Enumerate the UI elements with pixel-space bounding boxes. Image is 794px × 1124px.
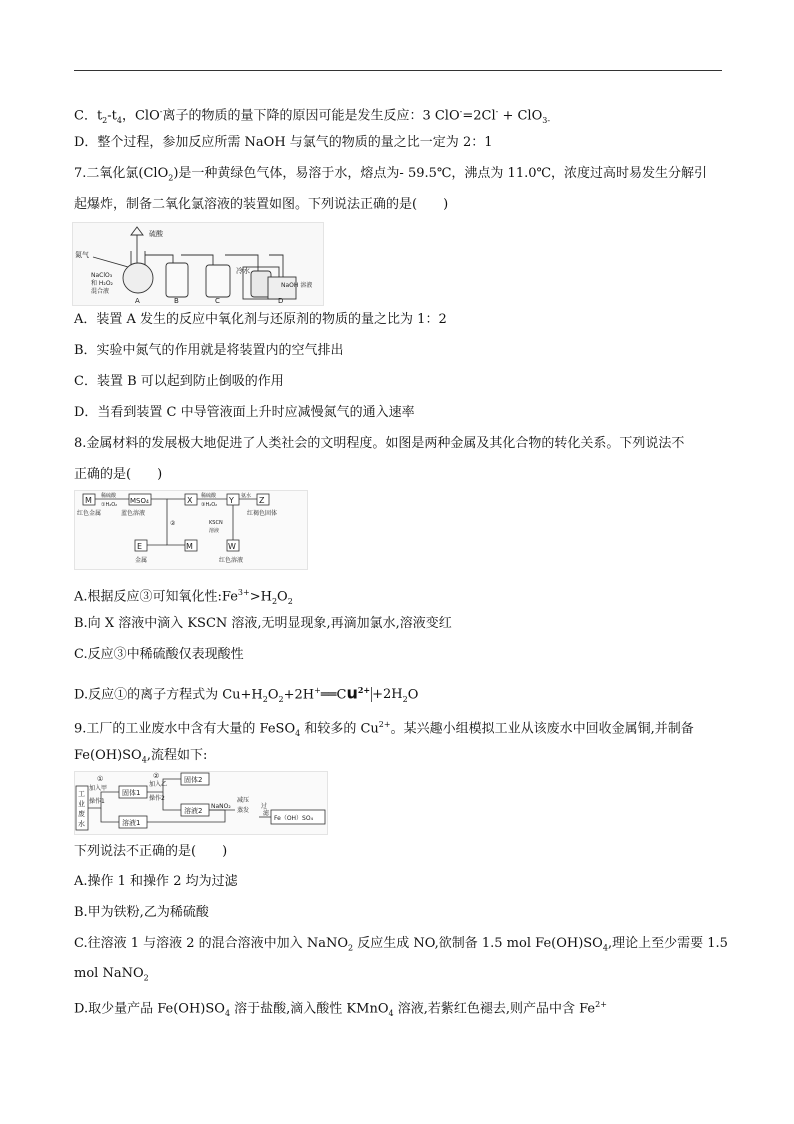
q6-option-d: D．整个过程，参加反应所需 NaOH 与氯气的物质的量之比一定为 2：1 bbox=[74, 135, 493, 150]
fig8-label: 稀硫酸 bbox=[101, 493, 117, 499]
q7-option-c: C．装置 B 可以起到防止倒吸的作用 bbox=[74, 374, 284, 389]
fig8-node: E bbox=[137, 542, 143, 551]
q7-option-d: D．当看到装置 C 中导管液面上升时应减慢氮气的通入速率 bbox=[74, 405, 415, 420]
fig7-label: D bbox=[278, 297, 284, 305]
q7-stem-line1: 7.二氧化氯(ClO$_2$)是一种黄绿色气体，易溶于水，熔点为- 59.5℃，沸点为 11.0℃，浓度过高时易发生分解引 bbox=[74, 166, 708, 183]
fig9-label: 水 bbox=[78, 820, 85, 828]
q9-option-c-line1: C.往溶液 1 与溶液 2 的混合溶液中加入 NaNO$_2$ 反应生成 NO,欲制备 1.5 mol $Fe(OH)SO_4$,理论上至少需要 1.5 bbox=[74, 936, 728, 953]
q8-option-c: C.反应③中稀硫酸仅表现酸性 bbox=[74, 647, 244, 662]
q9-stem-line1: 9.工厂的工业废水中含有大量的 FeSO$_4$ 和较多的 $Cu^{2+}$。某兴趣小组模拟工业从该废水中回收金属铜,并制备 bbox=[74, 720, 694, 738]
fig8-label: 稀硫酸 bbox=[201, 493, 217, 499]
q7-option-b: B．实验中氮气的作用就是将装置内的空气排出 bbox=[74, 343, 344, 358]
fig7-label: NaClO₃ bbox=[91, 272, 113, 279]
fig9-label: 加入甲 bbox=[89, 785, 108, 792]
fig8-label: ③H₂O₂ bbox=[201, 502, 218, 508]
q9-stem-line2: $Fe(OH)SO_4$,流程如下: bbox=[74, 748, 208, 765]
q9-flowchart-figure bbox=[74, 771, 328, 835]
q8-option-b: B.向 X 溶液中滴入 KSCN 溶液,无明显现象,再滴加氯水,溶液变红 bbox=[74, 616, 452, 631]
q7-option-a: A．装置 A 发生的反应中氧化剂与还原剂的物质的量之比为 1：2 bbox=[74, 312, 447, 327]
q9-question: 下列说法不正确的是( ) bbox=[74, 844, 228, 859]
fig9-label: 减压 bbox=[237, 797, 250, 804]
fig9-label: 业 bbox=[78, 800, 85, 808]
fig8-label: 红色金属 bbox=[77, 510, 102, 517]
fig8-node: M bbox=[186, 542, 193, 551]
fig9-label: 加入乙 bbox=[149, 781, 168, 788]
fig8-node: X bbox=[187, 496, 193, 505]
fig7-label: 冷水 bbox=[236, 267, 250, 275]
fig9-label: Fe（OH）SO₄ bbox=[274, 815, 313, 822]
fig9-label: 溶液1 bbox=[122, 819, 141, 827]
q8-option-a: A.根据反应③可知氧化性$:Fe^{3+}>H_2O_2$ bbox=[74, 588, 293, 606]
fig7-label: 混合液 bbox=[91, 288, 110, 295]
fig8-label: ①H₂O₂ bbox=[101, 502, 118, 508]
fig7-label: B bbox=[174, 297, 179, 305]
fig9-label: 过 bbox=[261, 803, 268, 810]
q9-option-b: B.甲为铁粉,乙为稀硫酸 bbox=[74, 905, 209, 920]
fig8-label: 溶液 bbox=[209, 528, 220, 534]
q9-option-a: A.操作 1 和操作 2 均为过滤 bbox=[74, 874, 238, 889]
fig8-node: W bbox=[228, 542, 236, 551]
fig8-label: 蓝色溶液 bbox=[121, 510, 146, 517]
fig8-node: M bbox=[85, 496, 92, 505]
fig8-node: MSO₄ bbox=[130, 497, 149, 505]
fig8-label: 金属 bbox=[135, 557, 148, 564]
q8-stem-line1: 8.金属材料的发展极大地促进了人类社会的文明程度。如图是两种金属及其化合物的转化关系。下列说法不 bbox=[74, 436, 685, 451]
fig9-label: 废 bbox=[78, 810, 85, 818]
fig9-label: 工 bbox=[78, 790, 85, 798]
fig8-label: KSCN bbox=[209, 520, 223, 526]
q8-option-d: D.反应①的离子方程式为 $Cu+H_2O_2+2H^+══Cu^{2+} +2H_2O$ bbox=[74, 683, 419, 704]
fig7-label: NaOH 溶液 bbox=[281, 282, 313, 289]
fig8-label: ② bbox=[170, 520, 176, 527]
fig9-label: 固体2 bbox=[184, 776, 203, 784]
fig8-node: Z bbox=[259, 496, 265, 505]
q9-option-d: D.取少量产品 $Fe(OH)SO_4$ 溶于盐酸,滴入酸性 KMnO$_4$ 溶液,若紫红色褪去,则产品中含 $Fe^{2+}$ bbox=[74, 1000, 607, 1018]
fig7-label: 氮气 bbox=[75, 251, 89, 259]
fig8-label: 红色溶液 bbox=[219, 557, 244, 564]
q8-conversion-figure bbox=[74, 490, 308, 570]
q7-stem-line2: 起爆炸，制备二氧化氯溶液的装置如图。下列说法正确的是( ) bbox=[74, 197, 449, 212]
fig8-label: 红褐色固体 bbox=[247, 510, 278, 517]
header-rule bbox=[74, 70, 722, 71]
fig9-label: ① bbox=[97, 775, 104, 783]
fig7-label: 硫酸 bbox=[149, 230, 163, 238]
fig9-label: 固体1 bbox=[122, 789, 141, 797]
fig8-node: Y bbox=[229, 496, 234, 505]
q7-apparatus-figure bbox=[72, 222, 324, 306]
fig9-label: 溶液2 bbox=[184, 807, 203, 815]
fig8-label: 氨水 bbox=[241, 493, 252, 499]
fig7-label: C bbox=[215, 297, 220, 305]
fig9-label: 蒸发 bbox=[237, 807, 250, 814]
q8-stem-line2: 正确的是( ) bbox=[74, 467, 163, 482]
fig7-label: 和 H₂O₂ bbox=[91, 280, 113, 287]
q9-option-c-line2: mol NaNO$_2$ bbox=[74, 966, 149, 983]
fig9-label: ② bbox=[153, 772, 160, 780]
fig9-label: 操作2 bbox=[149, 795, 165, 802]
q6-option-c: C．$t_2-t_4$，ClO-离子的物质的量下降的原因可能是发生反应：3 ClO-=2Cl- + ClO$_{3-}$ bbox=[74, 107, 551, 125]
fig9-label: 操作1 bbox=[89, 798, 105, 805]
fig9-label: 滤 bbox=[263, 810, 270, 817]
fig9-label: NaNO₂ bbox=[211, 803, 231, 810]
fig7-label: A bbox=[135, 297, 140, 305]
